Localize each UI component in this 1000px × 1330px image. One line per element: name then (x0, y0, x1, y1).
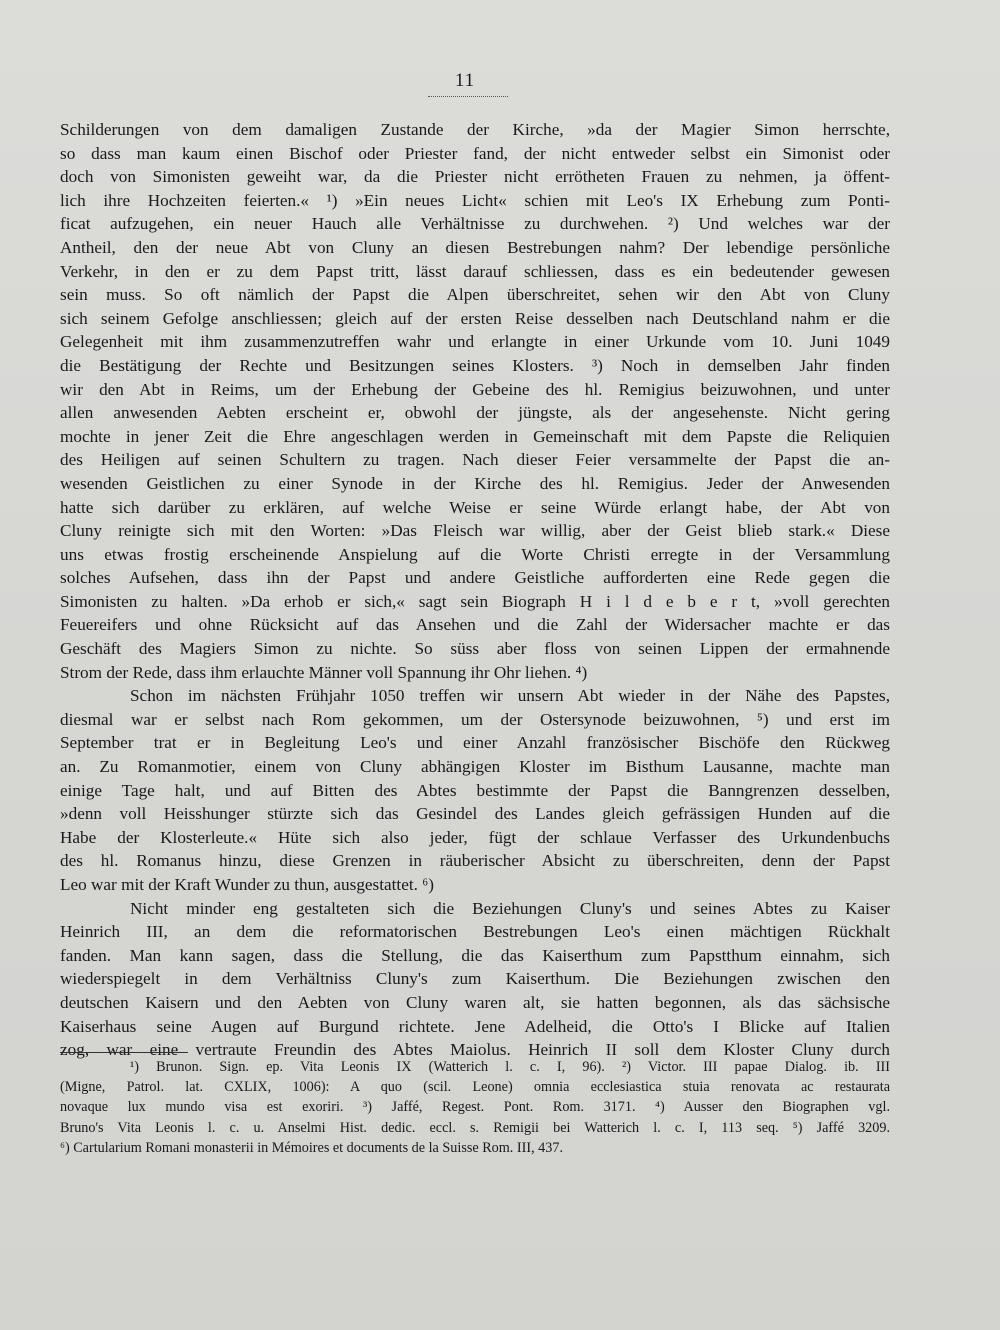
footnote-line: ⁶) Cartularium Romani monasterii in Mémoires et documents de la Suisse Rom. III, 437. (60, 1139, 563, 1156)
body-line: diesmal war er selbst nach Rom gekommen, um der Ostersynode beizuwohnen, ⁵) und erst im (60, 709, 890, 729)
body-line: allen anwesenden Aebten erscheint er, obwohl der jüngste, als der angesehenste. Nicht gering (60, 403, 890, 423)
body-line: Strom der Rede, dass ihm erlauchte Männer voll Spannung ihr Ohr liehen. ⁴) (60, 662, 588, 682)
body-line: an. Zu Romanmotier, einem von Cluny abhängigen Kloster im Bisthum Lausanne, machte man (60, 757, 890, 777)
body-line: wesenden Geistlichen zu einer Synode in der Kirche des hl. Remigius. Jeder der Anwesenden (60, 473, 890, 493)
body-line: Leo war mit der Kraft Wunder zu thun, ausgestattet. ⁶) (60, 875, 434, 894)
body-line: solches Aufsehen, dass ihn der Papst und andere Geistliche aufforderten eine Rede gegen die (60, 568, 890, 588)
body-line: deutschen Kaisern und den Aebten von Cluny waren alt, sie hatten begonnen, als das sächsische (60, 992, 890, 1012)
page-number: 11 (454, 70, 476, 91)
body-line: Gelegenheit mit ihm zusammenzutreffen wahr und erlangte in einer Urkunde vom 10. Juni 1049 (60, 332, 890, 352)
body-line: hatte sich darüber zu erklären, auf welche Weise er seine Würde erlangt habe, der Abt von (60, 497, 890, 517)
body-line: fanden. Man kann sagen, dass die Stellung, die das Kaiserthum zum Papstthum einnahm, sich (60, 945, 890, 965)
body-line: mochte in jener Zeit die Ehre angeschlagen werden in Gemeinschaft mit dem Papste die Reliquien (60, 426, 890, 446)
body-line: September trat er in Begleitung Leo's und einer Anzahl französischer Bischöfe den Rückweg (60, 733, 890, 753)
body-text (60, 118, 890, 1085)
body-line: Schon im nächsten Frühjahr 1050 treffen wir unsern Abt wieder in der Nähe des Papstes, (130, 686, 890, 706)
body-line: doch von Simonisten geweiht war, da die Priester nicht errötheten Frauen zu nehmen, ja öffent- (60, 167, 890, 187)
body-line: Nicht minder eng gestalteten sich die Beziehungen Cluny's und seines Abtes zu Kaiser (130, 898, 890, 918)
body-line: Feuereifers und ohne Rücksicht auf das Ansehen und die Zahl der Widersacher machte er das (60, 615, 890, 635)
body-line: Simonisten zu halten. »Da erhob er sich,« sagt sein Biograph H i l d e b e r t, »voll gerechten (60, 591, 890, 611)
body-line: Cluny reinigte sich mit den Worten: »Das Fleisch war willig, aber der Geist blieb stark.« Diese (60, 521, 890, 541)
page-number-ornament-rule (428, 96, 508, 97)
body-line: sein muss. So oft nämlich der Papst die Alpen überschreitet, sehen wir den Abt von Cluny (60, 285, 890, 305)
footnote-line: ¹) Brunon. Sign. ep. Vita Leonis IX (Watterich l. c. I, 96). ²) Victor. III papae Dialog. ib. III (130, 1059, 890, 1075)
body-line: zog, war eine vertraute Freundin des Abtes Maiolus. Heinrich II soll dem Kloster Cluny durch (60, 1040, 890, 1060)
body-line: Heinrich III, an dem die reformatorischen Bestrebungen Leo's einen mächtigen Rückhalt (60, 922, 890, 942)
body-line: ficat aufzugehen, ein neuer Hauch alle Verhältnisse zu durchwehen. ²) Und welches war der (60, 214, 890, 234)
body-line: des Heiligen auf seinen Schultern zu tragen. Nach dieser Feier versammelte der Papst die an- (60, 450, 890, 470)
body-line: die Bestätigung der Rechte und Besitzungen seines Klosters. ³) Noch in demselben Jahr finden (60, 355, 890, 375)
footnote-line: novaque lux mundo visa est exoriri. ³) Jaffé, Regest. Pont. Rom. 3171. ⁴) Ausser den Biographen vgl. (60, 1099, 890, 1116)
body-line: Kaiserhaus seine Augen auf Burgund richtete. Jene Adelheid, die Otto's I Blicke auf Italien (60, 1016, 890, 1036)
body-line: wiederspiegelt in dem Verhältniss Cluny's zum Kaiserthum. Die Beziehungen zwischen den (60, 969, 890, 989)
body-line: Habe der Klosterleute.« Hüte sich also jeder, fügt der schlaue Verfasser des Urkundenbuchs (60, 827, 890, 847)
body-line: uns etwas frostig erscheinende Anspielung auf die Worte Christi erregte in der Versammlung (60, 544, 890, 564)
footnote-separator (60, 1052, 188, 1053)
body-line: einige Tage halt, und auf Bitten des Abtes bestimmte der Papst die Banngrenzen desselben, (60, 780, 890, 800)
body-line: Antheil, den der neue Abt von Cluny an diesen Bestrebungen nahm? Der lebendige persönliche (60, 237, 890, 257)
body-line: Verkehr, in den er zu dem Papst tritt, lässt darauf schliessen, dass es ein bedeutender gewesen (60, 261, 890, 281)
body-line: »denn voll Heisshunger stürzte sich das Gesindel des Landes gleich gefrässigen Hunden auf die (60, 804, 890, 824)
footnote-line: Bruno's Vita Leonis l. c. u. Anselmi Hist. dedic. eccl. s. Remigii bei Watterich l. c. I, 113 seq. ⁵) Jaffé 3209. (60, 1119, 890, 1136)
body-line: so dass man kaum einen Bischof oder Priester fand, der nicht entweder selbst ein Simonist oder (60, 143, 890, 163)
body-line: wir den Abt in Reims, um der Erhebung der Gebeine des hl. Remigius beizuwohnen, und unter (60, 379, 890, 399)
body-line: sich seinem Gefolge anschliessen; gleich auf der ersten Reise desselben nach Deutschland nahm er die (60, 308, 890, 328)
body-line: lich ihre Hochzeiten feierten.« ¹) »Ein neues Licht« schien mit Leo's IX Erhebung zum Ponti- (60, 190, 890, 210)
footnote-line: (Migne, Patrol. lat. CXLIX, 1006): A quo (scil. Leone) omnia ecclesiastica stuia renovata ac restaurata (60, 1079, 890, 1096)
footnotes (60, 1057, 890, 1158)
body-line: Schilderungen von dem damaligen Zustande der Kirche, »da der Magier Simon herrschte, (60, 120, 890, 139)
body-line: des hl. Romanus hinzu, diese Grenzen in räuberischer Absicht zu überschreiten, denn der Papst (60, 851, 890, 871)
body-line: Geschäft des Magiers Simon zu nichte. So süss aber floss von seinen Lippen der ermahnende (60, 639, 890, 659)
